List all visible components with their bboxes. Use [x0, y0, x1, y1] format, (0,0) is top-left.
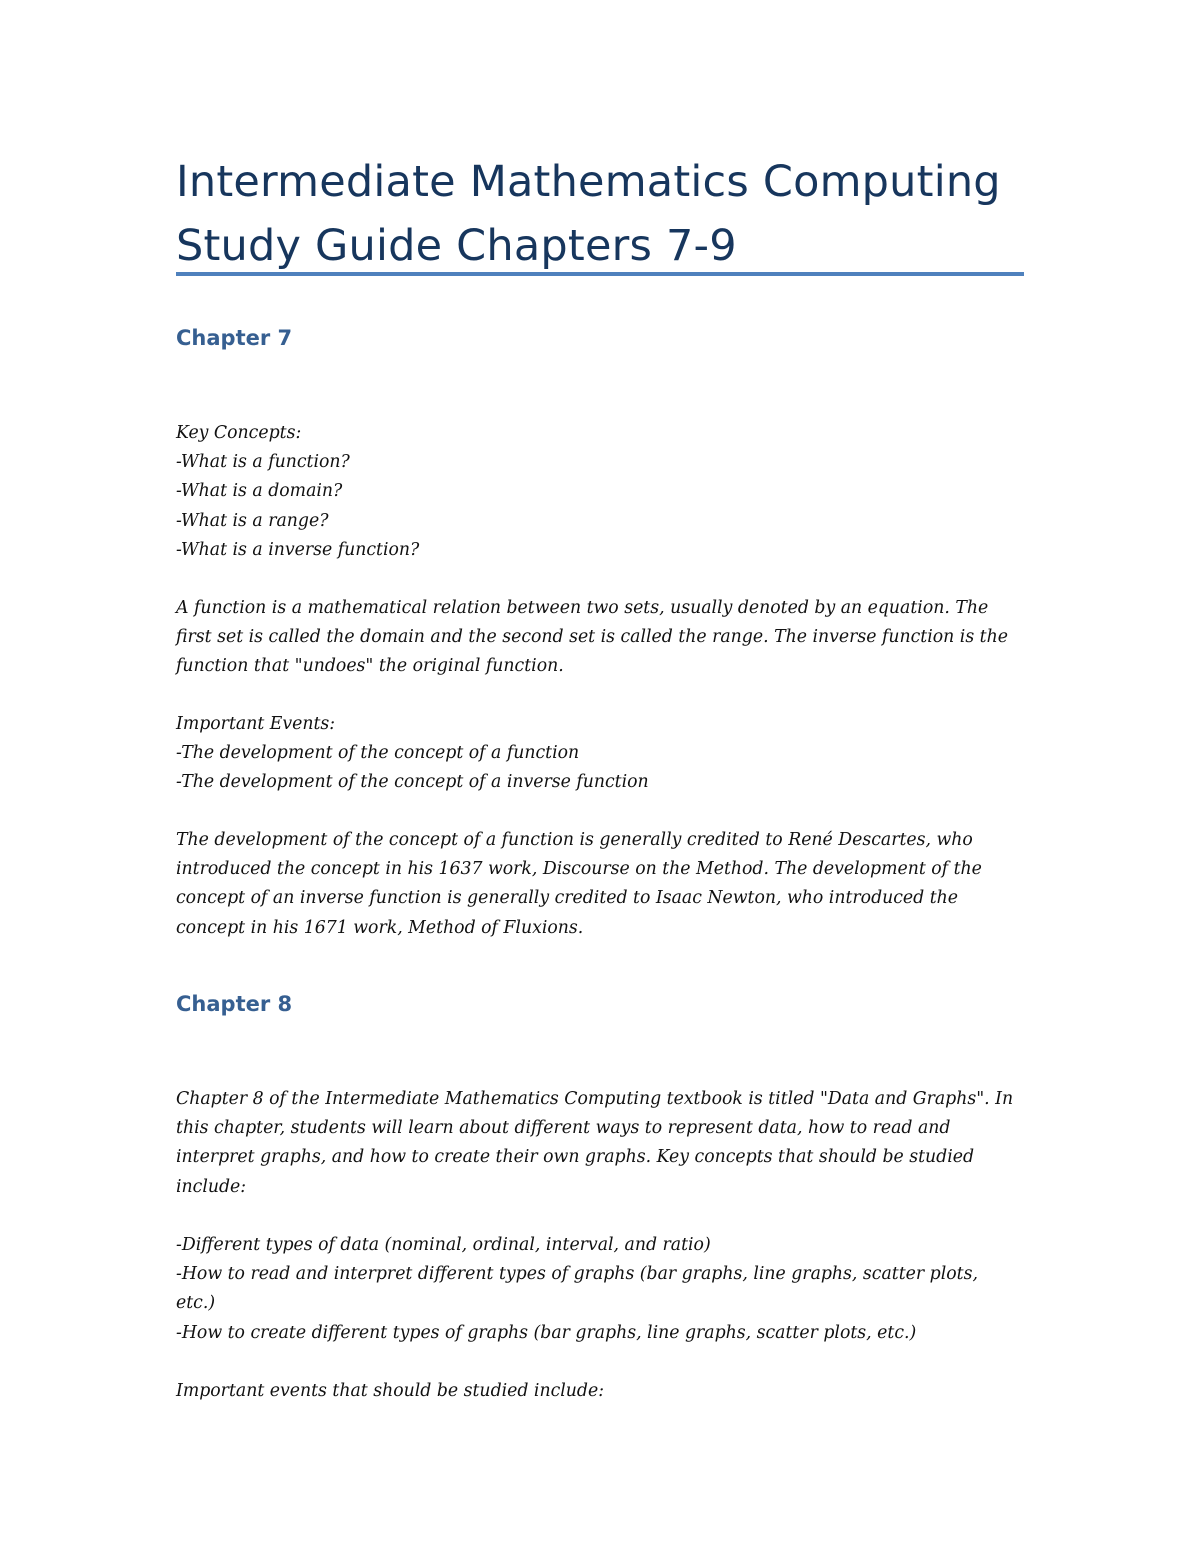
- chapter-7-heading: Chapter 7: [176, 326, 293, 350]
- list-item: -What is a inverse function?: [176, 539, 420, 560]
- paragraph-line: first set is called the domain and the second set is called the range. The inverse function is the: [176, 627, 1008, 648]
- list-item: etc.): [176, 1293, 216, 1314]
- list-item: -How to create different types of graphs (bar graphs, line graphs, scatter plots, etc.): [176, 1322, 917, 1343]
- list-item: -What is a domain?: [176, 481, 343, 502]
- chapter-8-key-concepts: [176, 1231, 1036, 1348]
- title-line-2: Study Guide Chapters 7-9: [176, 221, 737, 271]
- paragraph-line: this chapter, students will learn about different ways to represent data, how to read and: [176, 1118, 951, 1139]
- paragraph-line: Chapter 8 of the Intermediate Mathematics Computing textbook is titled "Data and Graphs". In: [176, 1089, 1014, 1109]
- chapter-7-summary-paragraph: [176, 594, 1036, 682]
- paragraph-line: A function is a mathematical relation between two sets, usually denoted by an equation. The: [176, 598, 989, 618]
- chapter-7-key-concepts: [176, 419, 1036, 565]
- paragraph-line: concept of an inverse function is generally credited to Isaac Newton, who introduced the: [176, 888, 959, 909]
- chapter-8-events-intro: [176, 1377, 1036, 1406]
- chapter-8-intro-paragraph: [176, 1085, 1036, 1202]
- paragraph-line: concept in his 1671 work, Method of Fluxions.: [176, 917, 584, 938]
- chapter-7-history-paragraph: [176, 826, 1036, 943]
- chapter-8-heading: Chapter 8: [176, 992, 293, 1016]
- important-events-label: Important Events:: [176, 714, 336, 734]
- list-item: -What is a range?: [176, 510, 329, 531]
- list-item: -Different types of data (nominal, ordinal, interval, and ratio): [176, 1235, 711, 1255]
- title-underline-rule: [176, 272, 1024, 276]
- paragraph-line: introduced the concept in his 1637 work, Discourse on the Method. The development of the: [176, 859, 982, 880]
- key-concepts-label: Key Concepts:: [176, 423, 302, 443]
- paragraph-line: Important events that should be studied include:: [176, 1381, 605, 1401]
- paragraph-line: The development of the concept of a function is generally credited to René Descartes, who: [176, 830, 973, 850]
- chapter-7-important-events: [176, 710, 1036, 798]
- paragraph-line: interpret graphs, and how to create their own graphs. Key concepts that should be studied: [176, 1147, 975, 1168]
- list-item: -The development of the concept of a inverse function: [176, 772, 649, 793]
- paragraph-line: include:: [176, 1176, 247, 1197]
- list-item: -The development of the concept of a function: [176, 743, 580, 764]
- title-line-1: Intermediate Mathematics Computing: [176, 157, 1001, 207]
- document-title: [176, 150, 1026, 278]
- list-item: -How to read and interpret different types of graphs (bar graphs, line graphs, scatter plots,: [176, 1264, 978, 1285]
- paragraph-line: function that "undoes" the original function.: [176, 656, 564, 677]
- list-item: -What is a function?: [176, 452, 350, 473]
